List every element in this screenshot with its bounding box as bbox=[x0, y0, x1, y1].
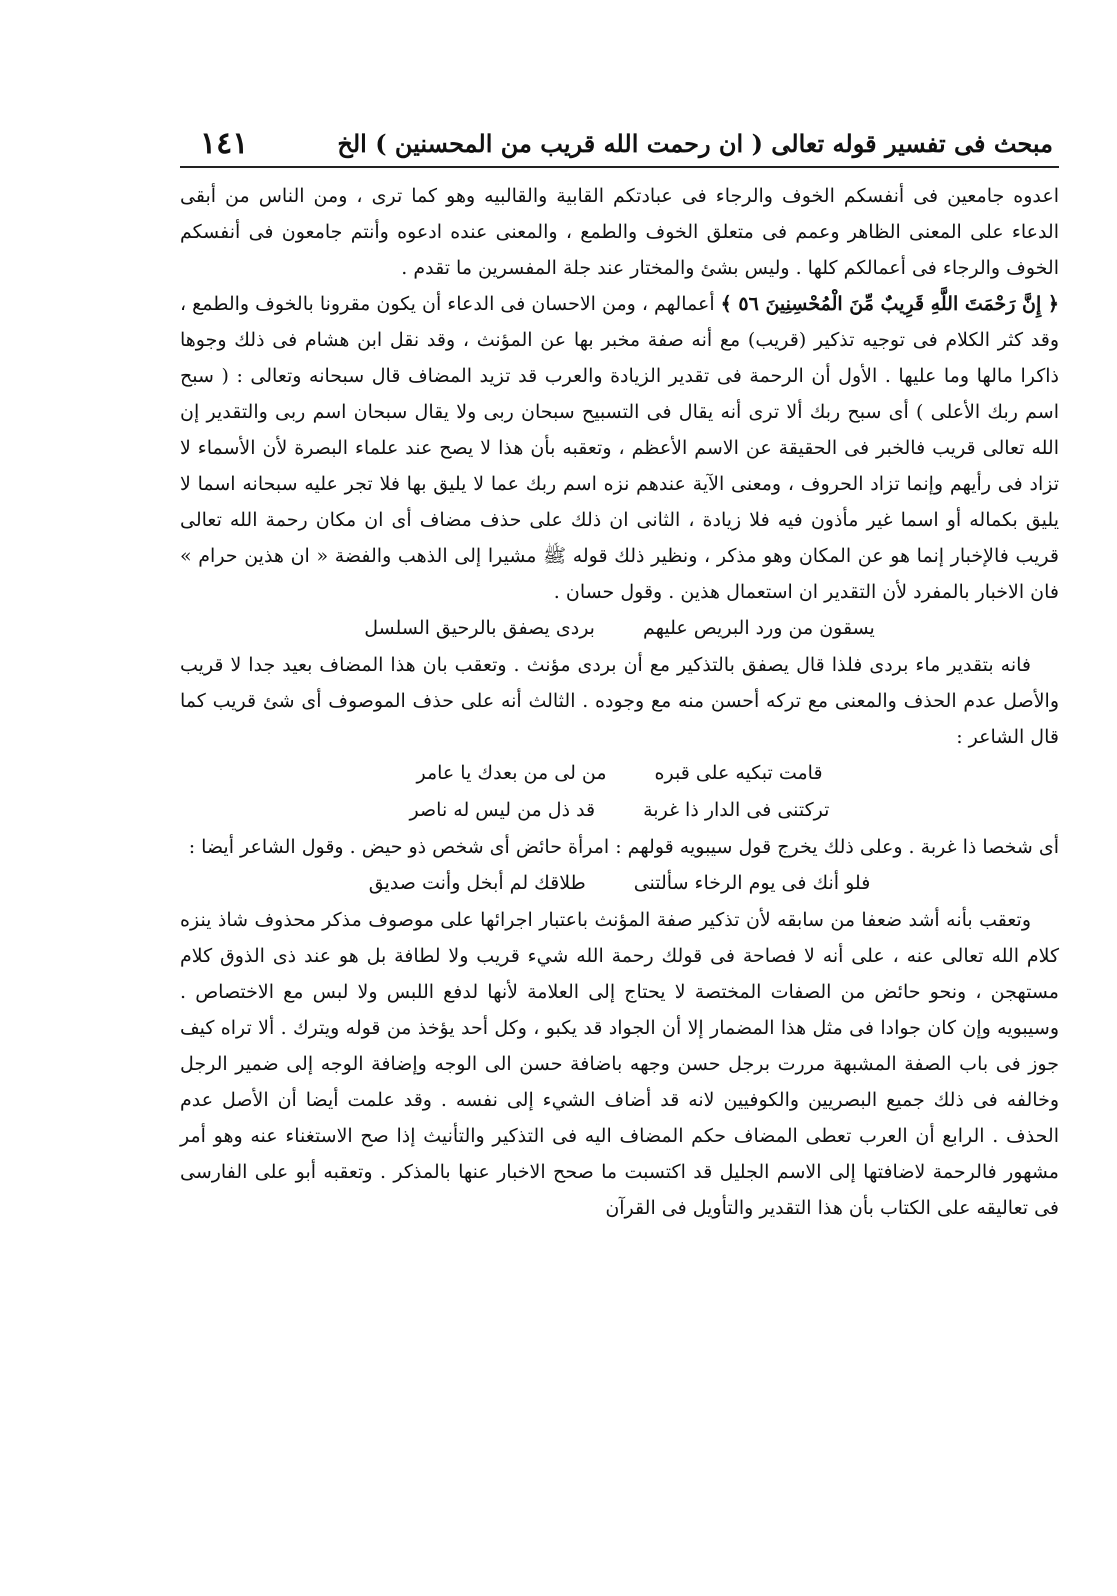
paragraph-4: وتعقب بأنه أشد ضعفا من سابقه لأن تذكير صفة المؤنث باعتبار اجرائها على موصوف مذكر محذوف شاذ ينزه كلام الله تعالى عنه ، على أنه لا فصاحة فى قولك رحمة الله شيء قريب ولا لطافة بل هو عند ذى الذوق كلام مستهجن ، ونحو حائض من الصفات المختصة لا يحتاج إلى العلامة لأنها لدفع اللبس ولا لبس مع الاختصاص . وسيبويه وإن كان جوادا فى مثل هذا المضمار إلا أن الجواد قد يكبو ، وكل أحد يؤخذ من قوله ويترك . ألا تراه كيف جوز فى باب الصفة المشبهة مررت برجل حسن وجهه باضافة حسن الى الوجه وإضافة الوجه إلى ضمير الرجل وخالفه فى ذلك جميع البصريين والكوفيين لانه قد أضاف الشيء إلى نفسه . وقد علمت أيضا أن الأصل عدم الحذف . الرابع أن العرب تعطى المضاف حكم المضاف اليه فى التذكير والتأنيث إذا صح الاستغناء عنه وهو أمر مشهور فالرحمة لاضافتها إلى الاسم الجليل قد اكتسبت ما صحح الاخبار عنها بالمذكر . وتعقبه أبو على الفارسى فى تعاليقه على الكتاب بأن هذا التقدير والتأويل فى القرآن bbox=[180, 909, 1059, 1219]
verse-hemistich-second: من لى من بعدك يا عامر bbox=[416, 762, 607, 784]
verse-hemistich-second: بردى يصفق بالرحيق السلسل bbox=[364, 617, 595, 639]
paragraph-3: أى شخصا ذا غربة . وعلى ذلك يخرج قول سيبويه قولهم : امرأة حائض أى شخص ذو حيض . وقول الشاعر أيضا : bbox=[188, 836, 1059, 858]
verse-hemistich-first: فلو أنك فى يوم الرخاء سألتنى bbox=[633, 872, 871, 894]
verse-single bbox=[180, 865, 1059, 902]
header-rule bbox=[180, 166, 1059, 168]
verse-hemistich-second: طلاقك لم أبخل وأنت صديق bbox=[368, 872, 586, 894]
quran-verse: ﴿ إِنَّ رَحْمَتَ اللَّهِ قَرِيبٌ مِّنَ الْمُحْسِنِينَ ٥٦ ﴾ bbox=[720, 293, 1060, 315]
paragraph-verse-commentary bbox=[180, 286, 1059, 610]
verse-poet-line-1 bbox=[180, 755, 1059, 792]
commentary-text: أعمالهم ، ومن الاحسان فى الدعاء أن يكون مقرونا بالخوف والطمع ، وقد كثر الكلام فى توجيه تذكير (قريب) مع أنه صفة مخبر بها عن المؤنث ، وقد نقل ابن هشام فى ذلك وجوها ذاكرا مالها وما عليها . الأول أن الرحمة فى تقدير الزيادة والعرب قد تزيد المضاف قال سبحانه وتعالى : ( سبح اسم ربك الأعلى ) أى سبح ربك ألا ترى أنه يقال فى التسبيح سبحان ربى ولا يقال سبحان اسم ربى والتقدير إن الله تعالى قريب فالخبر فى الحقيقة عن الاسم الأعظم ، وتعقبه بأن هذا لا يصح عند علماء البصرة لأن الأسماء لا تزاد فى رأيهم وإنما تزاد الحروف ، ومعنى الآية عندهم نزه اسم ربك عما لا يليق بها فلا تجر عليه سبحانه اسما لا يليق بكماله أو اسما غير مأذون فيه فلا زيادة ، الثانى ان ذلك على حذف مضاف أى ان مكان رحمة الله تعالى قريب فالإخبار إنما هو عن المكان وهو مذكر ، ونظير ذلك قوله ﷺ مشيرا إلى الذهب والفضة « ان هذين حرام » فان الاخبار بالمفرد لأن التقدير ان استعمال هذين . وقول حسان . bbox=[180, 293, 1059, 603]
verse-hemistich-first: قامت تبكيه على قبره bbox=[654, 762, 823, 784]
verse-hemistich-first: يسقون من ورد البريص عليهم bbox=[642, 617, 875, 639]
paragraph-1: اعدوه جامعين فى أنفسكم الخوف والرجاء فى عبادتكم القابية والقالبيه وهو كما ترى ، ومن الناس من أبقى الدعاء على المعنى الظاهر وعمم فى متعلق الخوف والطمع ، والمعنى عنده ادعوه وأنتم جامعون فى أنفسكم الخوف والرجاء فى أعمالكم كلها . وليس بشئ والمختار عند جلة المفسرين ما تقدم . bbox=[180, 185, 1059, 279]
page-body bbox=[180, 178, 1059, 1226]
verse-hemistich-second: قد ذل من ليس له ناصر bbox=[409, 799, 596, 821]
verse-hemistich-first: تركتنى فى الدار ذا غربة bbox=[643, 799, 830, 821]
page-number: ١٤١ bbox=[200, 126, 249, 161]
verse-hassan bbox=[180, 610, 1059, 647]
paragraph-2: فانه بتقدير ماء بردى فلذا قال يصفق بالتذكير مع أن بردى مؤنث . وتعقب بان هذا المضاف بعيد جدا لا قريب والأصل عدم الحذف والمعنى مع تركه أحسن منه مع وجوده . الثالث أنه على حذف الموصوف أى شئ قريب كما قال الشاعر : bbox=[180, 654, 1059, 748]
running-title: مبحث فى تفسير قوله تعالى ( ان رحمت الله قريب من المحسنين ) الخ bbox=[337, 129, 1053, 158]
verse-poet-line-2 bbox=[180, 792, 1059, 829]
page-header bbox=[180, 128, 1059, 166]
